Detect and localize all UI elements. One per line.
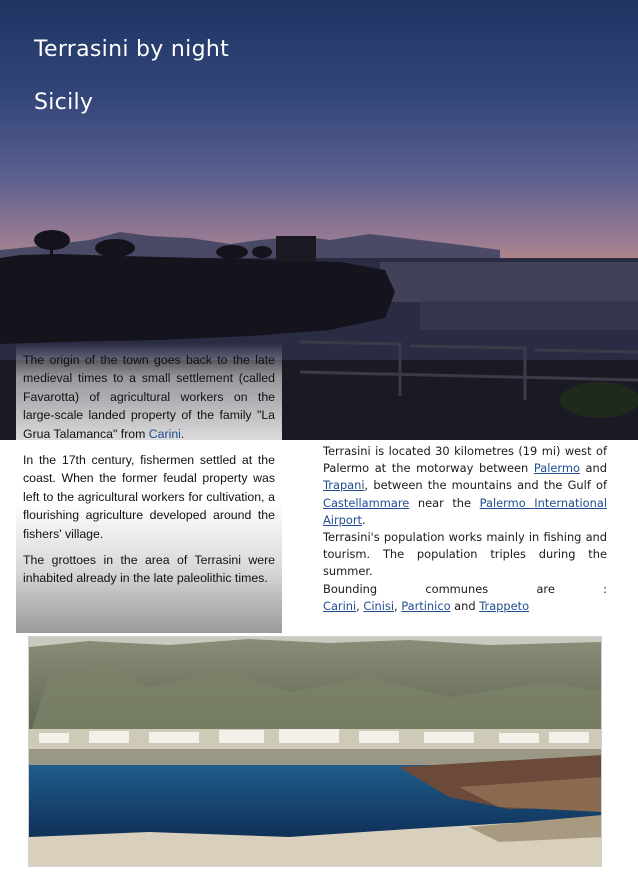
separator: , xyxy=(394,598,402,613)
bounding-communes-list xyxy=(323,598,607,615)
trapani-link[interactable]: Trapani xyxy=(323,478,365,493)
location-paragraph xyxy=(323,443,607,529)
location-text xyxy=(323,443,607,615)
airport-link[interactable]: Palermo International Airport xyxy=(323,495,607,527)
location-text-c: , between the mountains and the Gulf of xyxy=(364,478,607,493)
page-title: Terrasini by night xyxy=(34,37,230,62)
trappeto-link[interactable]: Trappeto xyxy=(479,598,530,613)
palermo-link[interactable]: Palermo xyxy=(533,461,580,476)
location-text-d: near the xyxy=(409,495,480,510)
coastal-town-photo xyxy=(28,636,602,867)
carini-commune-link[interactable]: Carini xyxy=(323,598,357,613)
origin-text-end: . xyxy=(180,426,185,441)
partinico-link[interactable]: Partinico xyxy=(401,598,451,613)
bounding-communes-label: Bounding communes are : xyxy=(323,581,607,596)
coastal-scene xyxy=(29,637,602,867)
cinisi-link[interactable]: Cinisi xyxy=(363,598,395,613)
history-paragraph-origin xyxy=(23,351,275,443)
location-text-a: Terrasini is located 30 kilometres (19 mi) west of Palermo at the motorway between xyxy=(323,444,607,476)
origin-text: The origin of the town goes back to the late medieval times to a small settlement (called Favarotta) of agricultural workers on the large-scale landed property of the family "La Grua Talamanca" from xyxy=(23,353,275,441)
location-text-e: . xyxy=(362,512,366,527)
page-subtitle: Sicily xyxy=(34,90,94,115)
conjunction: and xyxy=(450,598,480,613)
tower xyxy=(276,236,316,262)
history-paragraph-grottoes: The grottoes in the area of Terrasini were inhabited already in the late paleolithic times. xyxy=(23,553,275,586)
population-paragraph: Terrasini's population works mainly in fishing and tourism. The population triples during the summer. xyxy=(323,530,607,579)
history-paragraph-fishermen: In the 17th century, fishermen settled at the coast. When the former feudal property was left to the agricultural workers for cultivation, a flourishing agriculture developed around the fishers' village. xyxy=(23,453,275,541)
carini-link[interactable]: Carini xyxy=(148,426,181,441)
separator: , xyxy=(356,598,364,613)
castellammare-link[interactable]: Castellammare xyxy=(323,495,410,510)
location-text-b: and xyxy=(579,461,607,476)
history-textbox xyxy=(16,343,282,633)
